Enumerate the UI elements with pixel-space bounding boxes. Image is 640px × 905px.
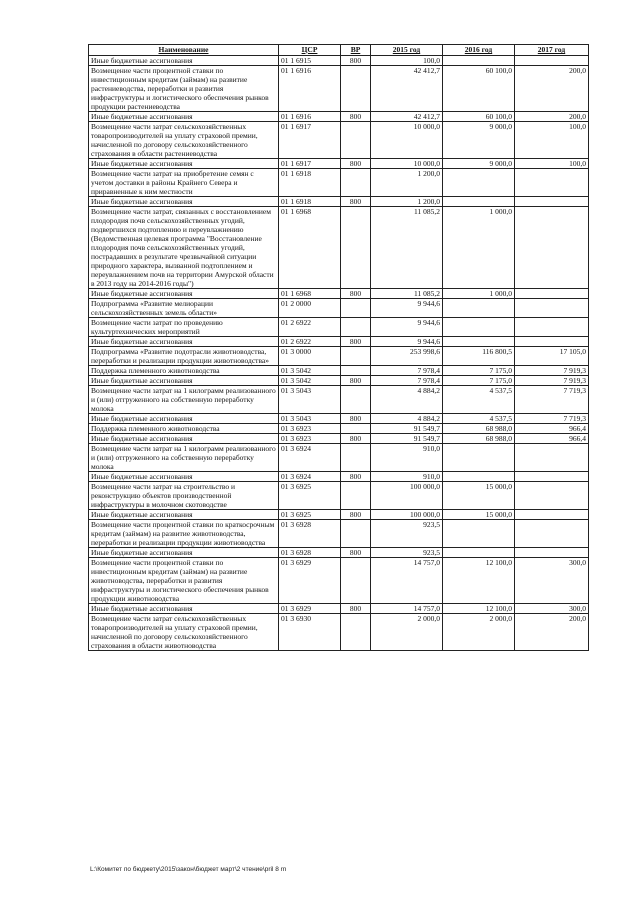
- cell-name: Иные бюджетные ассигнования: [89, 56, 279, 66]
- cell-csr: 01 2 6922: [279, 337, 341, 347]
- cell-2015: 42 412,7: [371, 66, 443, 112]
- table-row: [89, 122, 589, 159]
- cell-vr: [341, 299, 371, 318]
- cell-csr: 01 3 6923: [279, 424, 341, 434]
- cell-2015: 910,0: [371, 472, 443, 482]
- cell-2016: 7 175,0: [443, 376, 515, 386]
- header-csr: ЦСР: [279, 45, 341, 56]
- cell-name: Иные бюджетные ассигнования: [89, 472, 279, 482]
- cell-csr: 01 3 5043: [279, 414, 341, 424]
- cell-2017: [515, 197, 589, 207]
- cell-vr: 800: [341, 337, 371, 347]
- cell-name: Иные бюджетные ассигнования: [89, 604, 279, 614]
- cell-2017: 300,0: [515, 558, 589, 604]
- cell-vr: 800: [341, 414, 371, 424]
- cell-csr: 01 2 6922: [279, 318, 341, 337]
- cell-name: Иные бюджетные ассигнования: [89, 289, 279, 299]
- cell-2017: 200,0: [515, 112, 589, 122]
- table-row: [89, 510, 589, 520]
- table-row: [89, 207, 589, 289]
- header-name: Наименование: [89, 45, 279, 56]
- header-2017: 2017 год: [515, 45, 589, 56]
- cell-2016: 12 100,0: [443, 558, 515, 604]
- cell-2015: 10 000,0: [371, 159, 443, 169]
- cell-csr: 01 3 0000: [279, 347, 341, 366]
- cell-name: Возмещение части процентной ставки по инвестиционным кредитам (займам) на развитие животноводства, переработки и развития инфраструктуры и логистического обеспечения рынков продукции животноводства: [89, 558, 279, 604]
- file-path-footer: L:\Комитет по бюджету\2015\закон\бюджет март\2 чтение\pril 8 rn: [90, 866, 287, 873]
- cell-csr: 01 3 6925: [279, 510, 341, 520]
- table-row: [89, 289, 589, 299]
- cell-2017: 7 919,3: [515, 376, 589, 386]
- cell-2017: [515, 289, 589, 299]
- table-row: [89, 197, 589, 207]
- cell-csr: 01 3 5043: [279, 386, 341, 414]
- cell-2017: 100,0: [515, 159, 589, 169]
- cell-2016: 68 988,0: [443, 424, 515, 434]
- table-row: [89, 347, 589, 366]
- cell-2017: [515, 520, 589, 548]
- cell-2016: [443, 318, 515, 337]
- cell-2015: 4 884,2: [371, 414, 443, 424]
- header-vr: ВР: [341, 45, 371, 56]
- cell-csr: 01 3 6924: [279, 444, 341, 472]
- table-row: [89, 434, 589, 444]
- cell-2016: [443, 548, 515, 558]
- cell-vr: 800: [341, 472, 371, 482]
- cell-csr: 01 1 6918: [279, 197, 341, 207]
- cell-vr: [341, 520, 371, 548]
- cell-name: Возмещение части процентной ставки по краткосрочным кредитам (займам) на развитие животноводства, переработки и реализации продукции животноводства: [89, 520, 279, 548]
- cell-name: Иные бюджетные ассигнования: [89, 376, 279, 386]
- table-row: [89, 444, 589, 472]
- table-row: [89, 66, 589, 112]
- cell-csr: 01 1 6968: [279, 207, 341, 289]
- header-row: [89, 45, 589, 56]
- cell-2015: 91 549,7: [371, 424, 443, 434]
- cell-vr: [341, 318, 371, 337]
- cell-name: Подпрограмма «Развитие подотрасли животноводства, переработки и реализации продукции животноводства»: [89, 347, 279, 366]
- cell-2015: 1 200,0: [371, 169, 443, 197]
- cell-vr: [341, 386, 371, 414]
- cell-2015: 100 000,0: [371, 510, 443, 520]
- cell-vr: [341, 122, 371, 159]
- table-row: [89, 337, 589, 347]
- cell-2016: [443, 197, 515, 207]
- cell-2015: 9 944,6: [371, 318, 443, 337]
- cell-name: Поддержка племенного животноводства: [89, 366, 279, 376]
- cell-2015: 2 000,0: [371, 614, 443, 651]
- table-row: [89, 424, 589, 434]
- cell-vr: [341, 614, 371, 651]
- header-2015: 2015 год: [371, 45, 443, 56]
- cell-name: Возмещение части процентной ставки по инвестиционным кредитам (займам) на развитие растениеводства, переработки и развития инфраструктуры и логистического обеспечения рынков продукции растениеводства: [89, 66, 279, 112]
- cell-vr: 800: [341, 56, 371, 66]
- cell-csr: 01 1 6968: [279, 289, 341, 299]
- cell-vr: 800: [341, 604, 371, 614]
- table-row: [89, 318, 589, 337]
- cell-name: Возмещение части затрат на 1 килограмм реализованного и (или) отгруженного на собственную переработку молока: [89, 386, 279, 414]
- table-row: [89, 56, 589, 66]
- table-row: [89, 376, 589, 386]
- cell-2015: 11 085,2: [371, 289, 443, 299]
- cell-csr: 01 3 6928: [279, 548, 341, 558]
- cell-name: Возмещение части затрат по проведению культуртехнических мероприятий: [89, 318, 279, 337]
- cell-2017: 966,4: [515, 434, 589, 444]
- cell-2016: 15 000,0: [443, 510, 515, 520]
- table-row: [89, 299, 589, 318]
- cell-2017: [515, 472, 589, 482]
- cell-vr: 800: [341, 197, 371, 207]
- cell-name: Возмещение части затрат на строительство и реконструкцию объектов производственной инфраструктуры в молочном скотоводстве: [89, 482, 279, 510]
- cell-2017: 100,0: [515, 122, 589, 159]
- cell-2016: [443, 520, 515, 548]
- cell-2017: 200,0: [515, 66, 589, 112]
- cell-2015: 9 944,6: [371, 337, 443, 347]
- cell-csr: 01 3 5042: [279, 366, 341, 376]
- cell-2017: 966,4: [515, 424, 589, 434]
- cell-2016: 15 000,0: [443, 482, 515, 510]
- cell-2016: 1 000,0: [443, 207, 515, 289]
- cell-vr: [341, 169, 371, 197]
- cell-name: Иные бюджетные ассигнования: [89, 414, 279, 424]
- cell-2017: 17 105,0: [515, 347, 589, 366]
- table-row: [89, 159, 589, 169]
- cell-2015: 7 978,4: [371, 366, 443, 376]
- cell-vr: [341, 366, 371, 376]
- cell-csr: 01 1 6918: [279, 169, 341, 197]
- cell-2015: 10 000,0: [371, 122, 443, 159]
- cell-2016: 7 175,0: [443, 366, 515, 376]
- table-row: [89, 558, 589, 604]
- cell-2015: 923,5: [371, 548, 443, 558]
- cell-name: Иные бюджетные ассигнования: [89, 548, 279, 558]
- cell-2017: 200,0: [515, 614, 589, 651]
- cell-vr: [341, 347, 371, 366]
- cell-2017: [515, 318, 589, 337]
- cell-vr: 800: [341, 112, 371, 122]
- cell-vr: 800: [341, 510, 371, 520]
- table-row: [89, 169, 589, 197]
- cell-name: Иные бюджетные ассигнования: [89, 434, 279, 444]
- cell-vr: 800: [341, 376, 371, 386]
- cell-name: Подпрограмма «Развитие мелиорации сельскохозяйственных земель области»: [89, 299, 279, 318]
- cell-2015: 9 944,6: [371, 299, 443, 318]
- cell-csr: 01 3 5042: [279, 376, 341, 386]
- cell-vr: 800: [341, 434, 371, 444]
- cell-2016: 60 100,0: [443, 112, 515, 122]
- cell-vr: [341, 444, 371, 472]
- table-row: [89, 366, 589, 376]
- cell-2016: 9 000,0: [443, 122, 515, 159]
- cell-name: Возмещение части затрат на приобретение семян с учетом доставки в районы Крайнего Севера и приравненные к ним местности: [89, 169, 279, 197]
- cell-vr: [341, 558, 371, 604]
- cell-2016: [443, 472, 515, 482]
- cell-2015: 14 757,0: [371, 558, 443, 604]
- cell-csr: 01 3 6925: [279, 482, 341, 510]
- table-row: [89, 386, 589, 414]
- cell-csr: 01 2 0000: [279, 299, 341, 318]
- cell-2017: [515, 337, 589, 347]
- table-row: [89, 472, 589, 482]
- cell-csr: 01 1 6916: [279, 66, 341, 112]
- cell-csr: 01 3 6924: [279, 472, 341, 482]
- cell-2016: 9 000,0: [443, 159, 515, 169]
- cell-2017: [515, 548, 589, 558]
- cell-csr: 01 3 6928: [279, 520, 341, 548]
- cell-name: Возмещение части затрат сельскохозяйственных товаропроизводителей на уплату страховой премии, начисленной по договору сельскохозяйственного страхования в области растениеводства: [89, 122, 279, 159]
- table-row: [89, 614, 589, 651]
- cell-2015: 91 549,7: [371, 434, 443, 444]
- cell-2016: [443, 56, 515, 66]
- cell-csr: 01 3 6929: [279, 558, 341, 604]
- cell-2017: 7 919,3: [515, 366, 589, 376]
- cell-2017: [515, 510, 589, 520]
- cell-2016: 4 537,5: [443, 386, 515, 414]
- table-row: [89, 520, 589, 548]
- table-row: [89, 548, 589, 558]
- cell-csr: 01 1 6917: [279, 159, 341, 169]
- cell-2016: 2 000,0: [443, 614, 515, 651]
- cell-2016: [443, 444, 515, 472]
- cell-2016: 60 100,0: [443, 66, 515, 112]
- cell-csr: 01 1 6915: [279, 56, 341, 66]
- cell-2017: 7 719,3: [515, 386, 589, 414]
- cell-2015: 253 998,6: [371, 347, 443, 366]
- cell-csr: 01 3 6923: [279, 434, 341, 444]
- cell-csr: 01 1 6917: [279, 122, 341, 159]
- cell-2015: 11 085,2: [371, 207, 443, 289]
- cell-2015: 1 200,0: [371, 197, 443, 207]
- cell-2015: 100 000,0: [371, 482, 443, 510]
- cell-name: Возмещение части затрат, связанных с восстановлением плодородия почв сельскохозяйственных угодий, подвергшихся подтоплению и переувлажнению (Ведомственная целевая программа "Восстановление плодородия почв сельскохозяйственных угодий, пострадавших в результате чрезвычайной ситуации природного характера, вызванной подтоплением и переувлажнением почв на территории Амурской области в 2013 году на 2014-2016 годы"): [89, 207, 279, 289]
- cell-2017: [515, 444, 589, 472]
- cell-2015: 7 978,4: [371, 376, 443, 386]
- cell-name: Возмещение части затрат на 1 килограмм реализованного и (или) отгруженного на собственную переработку молока: [89, 444, 279, 472]
- budget-table: [88, 44, 589, 651]
- cell-name: Иные бюджетные ассигнования: [89, 112, 279, 122]
- table-row: [89, 604, 589, 614]
- cell-2017: 7 719,3: [515, 414, 589, 424]
- table-row: [89, 112, 589, 122]
- cell-name: Возмещение части затрат сельскохозяйственных товаропроизводителей на уплату страховой премии, начисленной по договору сельскохозяйственного страхования в области животноводства: [89, 614, 279, 651]
- cell-vr: 800: [341, 289, 371, 299]
- cell-2017: [515, 482, 589, 510]
- cell-name: Иные бюджетные ассигнования: [89, 337, 279, 347]
- cell-name: Иные бюджетные ассигнования: [89, 159, 279, 169]
- cell-2017: 300,0: [515, 604, 589, 614]
- cell-name: Иные бюджетные ассигнования: [89, 197, 279, 207]
- cell-vr: [341, 207, 371, 289]
- cell-vr: [341, 424, 371, 434]
- table-row: [89, 414, 589, 424]
- cell-csr: 01 3 6929: [279, 604, 341, 614]
- cell-2016: [443, 169, 515, 197]
- cell-2017: [515, 207, 589, 289]
- table-body: [89, 56, 589, 651]
- cell-vr: 800: [341, 159, 371, 169]
- cell-2015: 42 412,7: [371, 112, 443, 122]
- cell-name: Поддержка племенного животноводства: [89, 424, 279, 434]
- cell-vr: [341, 482, 371, 510]
- cell-2015: 923,5: [371, 520, 443, 548]
- cell-2015: 100,0: [371, 56, 443, 66]
- cell-2017: [515, 169, 589, 197]
- cell-csr: 01 3 6930: [279, 614, 341, 651]
- cell-2016: [443, 337, 515, 347]
- cell-vr: [341, 66, 371, 112]
- cell-vr: 800: [341, 548, 371, 558]
- cell-2016: [443, 299, 515, 318]
- table-row: [89, 482, 589, 510]
- table-header: [89, 45, 589, 56]
- cell-2016: 1 000,0: [443, 289, 515, 299]
- cell-csr: 01 1 6916: [279, 112, 341, 122]
- cell-2017: [515, 56, 589, 66]
- header-2016: 2016 год: [443, 45, 515, 56]
- cell-2016: 68 988,0: [443, 434, 515, 444]
- cell-2016: 12 100,0: [443, 604, 515, 614]
- cell-2015: 14 757,0: [371, 604, 443, 614]
- cell-2015: 910,0: [371, 444, 443, 472]
- cell-name: Иные бюджетные ассигнования: [89, 510, 279, 520]
- cell-2016: 4 537,5: [443, 414, 515, 424]
- cell-2016: 116 800,5: [443, 347, 515, 366]
- cell-2015: 4 884,2: [371, 386, 443, 414]
- cell-2017: [515, 299, 589, 318]
